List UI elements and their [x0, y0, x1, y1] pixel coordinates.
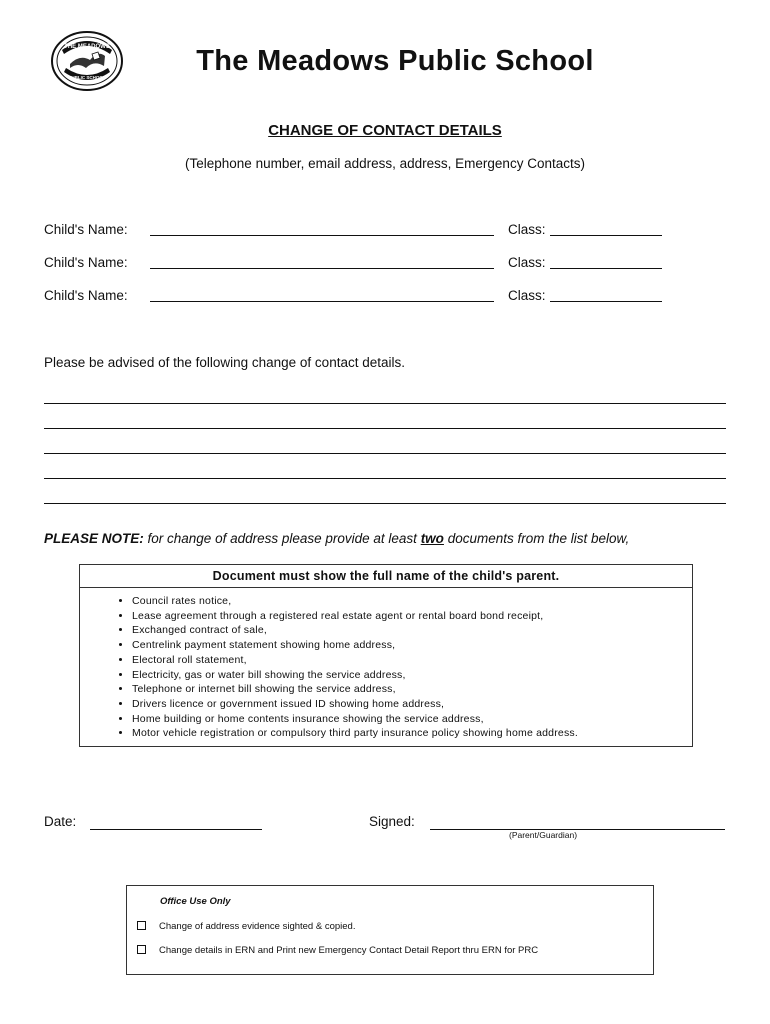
signature-field[interactable]	[430, 829, 725, 830]
list-item: • Electoral roll statement,	[132, 653, 692, 668]
advised-text: Please be advised of the following change of contact details.	[44, 355, 405, 370]
office-title: Office Use Only	[160, 896, 231, 907]
list-item: • Centrelink payment statement showing home address,	[132, 638, 692, 653]
note-label: PLEASE NOTE:	[44, 531, 144, 546]
details-line[interactable]	[44, 403, 726, 404]
list-item: • Electricity, gas or water bill showing the service address,	[132, 668, 692, 683]
office-use-box	[126, 885, 654, 975]
office-item	[137, 921, 355, 932]
class-label: Class:	[508, 222, 546, 237]
child-row	[44, 255, 674, 275]
list-item: • Lease agreement through a registered real estate agent or rental board bond receipt,	[132, 609, 692, 624]
office-item-label: Change of address evidence sighted & copied.	[159, 921, 356, 932]
checkbox[interactable]	[137, 945, 146, 954]
child-name-field[interactable]	[150, 268, 494, 269]
class-label: Class:	[508, 255, 546, 270]
list-item: • Exchanged contract of sale,	[132, 623, 692, 638]
class-label: Class:	[508, 288, 546, 303]
note-text-after: documents from the list below,	[443, 531, 630, 546]
date-field[interactable]	[90, 829, 262, 830]
form-caption: (Telephone number, email address, address, Emergency Contacts)	[185, 156, 585, 171]
documents-header: Document must show the full name of the child's parent.	[80, 565, 692, 588]
signed-note: (Parent/Guardian)	[509, 830, 578, 840]
please-note	[44, 531, 629, 546]
date-label: Date:	[44, 814, 77, 829]
child-name-label: Child's Name:	[44, 222, 128, 237]
form-title: CHANGE OF CONTACT DETAILS	[268, 122, 502, 139]
child-name-field[interactable]	[150, 301, 494, 302]
class-field[interactable]	[550, 268, 662, 269]
school-name: The Meadows Public School	[196, 45, 594, 77]
child-row	[44, 288, 674, 308]
list-item: • Council rates notice,	[132, 594, 692, 609]
list-item: • Home building or home contents insurance showing the service address,	[132, 712, 692, 727]
list-item: • Drivers licence or government issued ID showing home address,	[132, 697, 692, 712]
child-name-label: Child's Name:	[44, 255, 128, 270]
documents-box	[79, 564, 693, 747]
office-item	[137, 945, 538, 956]
details-line[interactable]	[44, 428, 726, 429]
checkbox[interactable]	[137, 921, 146, 930]
note-emphasis: two	[420, 531, 444, 546]
details-line[interactable]	[44, 503, 726, 504]
signed-label: Signed:	[369, 814, 415, 829]
class-field[interactable]	[550, 301, 662, 302]
details-line[interactable]	[44, 453, 726, 454]
child-row	[44, 222, 674, 242]
list-item: • Telephone or internet bill showing the service address,	[132, 682, 692, 697]
class-field[interactable]	[550, 235, 662, 236]
child-name-field[interactable]	[150, 235, 494, 236]
child-name-label: Child's Name:	[44, 288, 128, 303]
logo-text-top: THE MEADOWS	[64, 44, 110, 50]
logo-text-bottom: PUBLIC SCHOOL	[68, 75, 106, 80]
office-item-label: Change details in ERN and Print new Emergency Contact Detail Report thru ERN for PRC	[159, 945, 539, 956]
details-line[interactable]	[44, 478, 726, 479]
note-text-before: for change of address please provide at least	[143, 531, 421, 546]
documents-list	[80, 594, 692, 741]
list-item: • Motor vehicle registration or compulsory third party insurance policy showing home address.	[132, 726, 692, 741]
